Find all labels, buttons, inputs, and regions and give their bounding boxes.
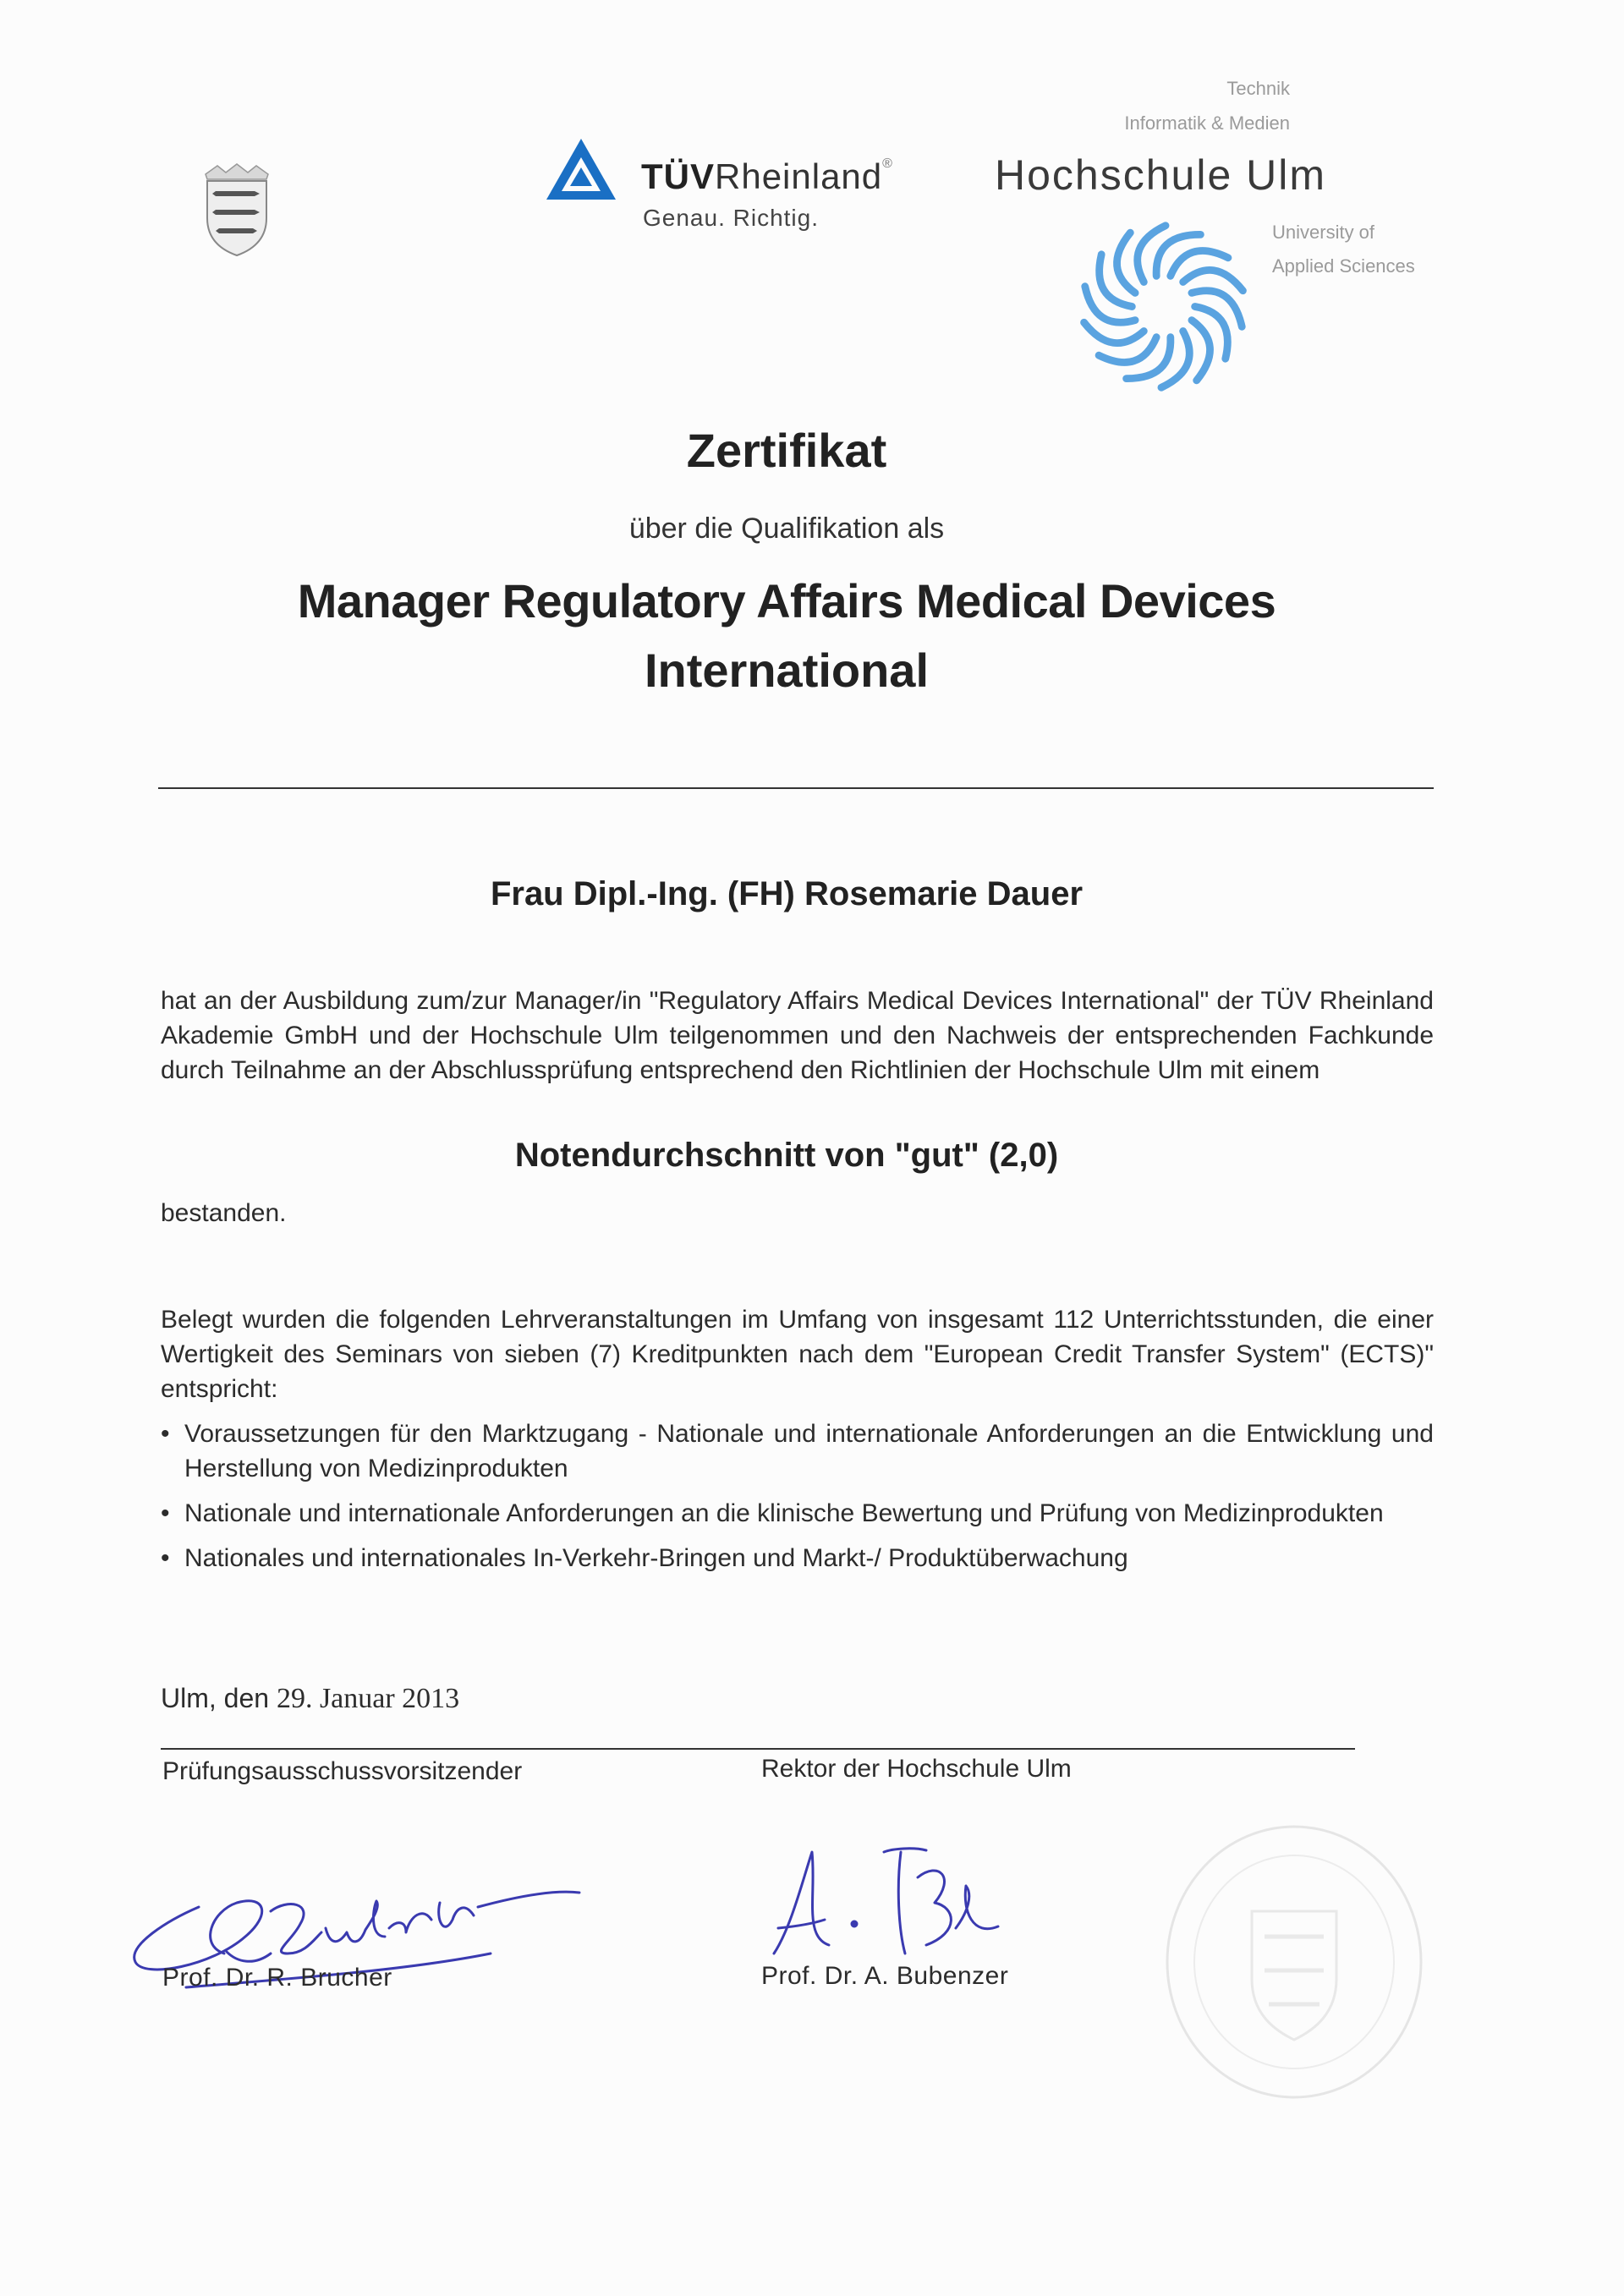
signatory-name-right: Prof. Dr. A. Bubenzer	[761, 1962, 1009, 1990]
courses-intro-paragraph: Belegt wurden die folgenden Lehrveranstaltungen im Umfang von insgesamt 112 Unterrichtsstunden, die einer Wertigkeit des Seminars von sieben (7) Kreditpunkten nach dem "European Credit Transfer System" (ECTS)" entspricht:	[161, 1306, 1434, 1403]
tuv-triangle-icon	[543, 135, 619, 203]
signatory-name-left: Prof. Dr. R. Brucher	[162, 1964, 392, 1992]
signature-bubenzer	[744, 1827, 1023, 1970]
blue-swirl-icon	[1073, 216, 1254, 397]
baden-wuerttemberg-coat-of-arms-icon	[200, 162, 273, 257]
passed-text: bestanden.	[161, 1199, 287, 1227]
signature-role-left: Prüfungsausschussvorsitzender	[162, 1757, 523, 1785]
hochschule-department-line1: Technik	[1226, 78, 1290, 99]
qualification-title-line2: International	[644, 644, 930, 697]
hochschule-department-line2: Informatik & Medien	[1124, 112, 1290, 134]
date-text: 29. Januar 2013	[276, 1683, 460, 1714]
signature-role-right: Rektor der Hochschule Ulm	[761, 1755, 1072, 1783]
place-and-date	[161, 1683, 459, 1715]
certificate-title: Zertifikat	[686, 424, 887, 477]
embossed-university-seal-icon	[1159, 1818, 1429, 2106]
swirl-stroke	[1116, 233, 1135, 293]
list-item: • Nationales und internationales In-Verkehr-Bringen und Markt-/ Produktüberwachung	[161, 1541, 1434, 1575]
divider	[158, 787, 1434, 789]
completion-paragraph: hat an der Ausbildung zum/zur Manager/in "Regulatory Affairs Medical Devices International" der TÜV Rheinland Akademie GmbH und der Hochschule Ulm teilgenommen und den Nachweis der entsprechenden Fachkunde durch Teilnahme an der Abschlussprüfung entsprechend den Richtlinien der Hochschule Ulm mit einem	[161, 987, 1434, 1084]
qualification-title-line1: Manager Regulatory Affairs Medical Devices	[297, 574, 1276, 627]
hochschule-university-line2: Applied Sciences	[1272, 255, 1415, 277]
list-item: • Nationale und internationale Anforderungen an die klinische Bewertung und Prüfung von Medizinprodukten	[161, 1496, 1434, 1531]
hochschule-university-line1: University of	[1272, 222, 1375, 243]
list-item: • Voraussetzungen für den Marktzugang - Nationale und internationale Anforderungen an die Entwicklung und Herstellung von Medizinprodukten	[161, 1417, 1434, 1486]
signature-divider	[161, 1748, 1355, 1750]
recipient-name: Frau Dipl.-Ing. (FH) Rosemarie Dauer	[490, 875, 1084, 912]
place-text: Ulm, den	[161, 1683, 270, 1713]
certificate-subtitle: über die Qualifikation als	[628, 512, 945, 545]
tuv-rheinland-logo-text: TÜVRheinland®	[641, 156, 893, 196]
swirl-stroke	[1192, 321, 1210, 381]
grade-line: Notendurchschnitt von "gut" (2,0)	[514, 1137, 1059, 1174]
hochschule-name: Hochschule Ulm	[995, 151, 1327, 199]
tuv-slogan: Genau. Richtig.	[643, 205, 819, 231]
course-list	[161, 1417, 1434, 1586]
